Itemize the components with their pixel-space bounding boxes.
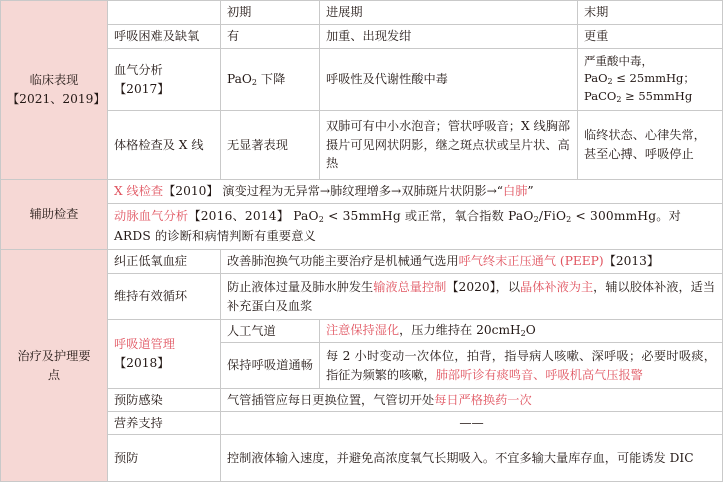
infection-content — [221, 389, 723, 412]
blood-gas-early-sub: 2 — [251, 77, 258, 87]
physical-exam-late: 临终状态、心律失常，甚至心搏、呼吸停止 — [578, 111, 723, 180]
aux-xray — [108, 180, 723, 204]
item-blood-gas-label: 血气分析 — [114, 62, 163, 77]
circulation-text-c: ，辅以胶体补液，适当补充蛋白及血浆 — [227, 279, 716, 313]
blood-gas-early — [221, 49, 320, 111]
dyspnea-late: 更重 — [578, 25, 723, 49]
aux-xray-text-a: 演变过程为无异常→肺纹理增多→双肺斑片状阴影→“ — [218, 184, 504, 199]
table-row — [1, 389, 723, 412]
infection-text: 气管插管应每日更换位置，气管切开处 — [227, 392, 435, 407]
airway-artificial-content — [320, 320, 723, 343]
airway-patency-text: 每 2 小时变动一次体位，拍背，指导病人咳嗽、深呼吸；必要时吸痰，指征为频繁的咳嗽， — [326, 348, 716, 382]
aux-abg — [108, 204, 723, 250]
table-row — [1, 111, 723, 180]
airway-patency-hl: 肺部听诊有痰鸣音、呼吸机高气压报警 — [435, 367, 643, 382]
section-treat-label-1: 治疗及护理要 — [17, 348, 91, 363]
item-nutrition: 营养支持 — [108, 412, 221, 435]
aux-xray-highlight: 白肺 — [503, 184, 528, 199]
table-row — [1, 412, 723, 435]
item-airway — [108, 320, 221, 389]
airway-patency-name: 保持呼吸道通畅 — [221, 343, 320, 389]
header-blank — [108, 1, 221, 25]
aux-abg-sub-3: 2 — [566, 215, 572, 225]
aux-xray-year: 【2010】 — [163, 184, 219, 199]
blood-gas-late — [578, 49, 723, 111]
aux-abg-label: 动脉血气分析 — [114, 209, 189, 224]
hypoxemia-highlight: 呼气终末正压通气 (PEEP) — [458, 254, 604, 269]
physical-exam-early: 无显著表现 — [221, 111, 320, 180]
item-airway-label: 呼吸道管理 — [114, 337, 175, 352]
aux-abg-sub-1: 2 — [318, 215, 325, 225]
blood-gas-progress: 呼吸性及代谢性酸中毒 — [320, 49, 578, 111]
header-row — [1, 1, 723, 25]
aux-abg-text-c: /FiO — [538, 209, 567, 224]
blood-gas-late-1: 严重酸中毒， — [584, 53, 653, 68]
item-infection: 预防感染 — [108, 389, 221, 412]
item-airway-year: 【2018】 — [114, 356, 170, 370]
item-circulation: 维持有效循环 — [108, 274, 221, 320]
table-row — [1, 49, 723, 111]
item-blood-gas — [108, 49, 221, 111]
aux-xray-label: X 线检查 — [114, 184, 164, 199]
circulation-hl-2: 晶体补液为主 — [520, 279, 594, 294]
table-row — [1, 435, 723, 482]
airway-patency-content — [320, 343, 723, 389]
header-late: 末期 — [578, 1, 723, 25]
airway-artificial-text-b: O — [525, 323, 536, 338]
table-row — [1, 25, 723, 49]
section-treat — [1, 250, 108, 482]
table-row — [1, 204, 723, 250]
circulation-content — [221, 274, 723, 320]
dyspnea-early: 有 — [221, 25, 320, 49]
nutrition-value: —— — [221, 412, 723, 435]
blood-gas-late-2b: ≤ 25mmHg； — [612, 71, 695, 86]
header-early: 初期 — [221, 1, 320, 25]
aux-abg-text-d: < 300mmHg。对 ARDS 的诊断和病情判断有重要意义 — [114, 209, 681, 243]
dyspnea-progress: 加重、出现发绀 — [320, 25, 578, 49]
item-blood-gas-year: 【2017】 — [114, 81, 170, 96]
item-physical-exam: 体格检查及 X 线 — [108, 111, 221, 180]
section-aux: 辅助检查 — [1, 180, 108, 250]
blood-gas-early-a: PaO — [227, 71, 252, 86]
blood-gas-late-2 — [584, 70, 716, 88]
item-prevention: 预防 — [108, 435, 221, 482]
aux-abg-text-b: < 35mmHg 或正常，氧合指数 PaO — [324, 209, 534, 224]
table-row — [1, 250, 723, 274]
item-hypoxemia: 纠正低氧血症 — [108, 250, 221, 274]
airway-artificial-hl: 注意保持湿化 — [326, 323, 400, 338]
section-clinical-label: 临床表现 — [29, 73, 79, 88]
hypoxemia-text-a: 改善肺泡换气功能主要治疗是机械通气选用 — [227, 254, 459, 269]
circulation-hl-1: 输液总量控制 — [373, 279, 447, 294]
hypoxemia-content — [221, 250, 723, 274]
blood-gas-late-2a: PaO — [584, 71, 608, 86]
table-row — [1, 320, 723, 343]
airway-artificial-sub: 2 — [520, 329, 526, 339]
circulation-text-b: 【2020】，以 — [446, 279, 521, 294]
airway-artificial-name: 人工气道 — [221, 320, 320, 343]
aux-abg-text-a: 【2016、2014】 PaO — [188, 209, 319, 224]
blood-gas-late-3sub: 2 — [616, 95, 622, 105]
circulation-text-a: 防止液体过量及肺水肿发生 — [227, 279, 374, 294]
infection-hl: 每日严格换药一次 — [434, 392, 532, 407]
aux-abg-sub-2: 2 — [533, 215, 539, 225]
blood-gas-late-3 — [584, 88, 716, 106]
blood-gas-early-b: 下降 — [257, 71, 286, 86]
airway-artificial-text: ，压力维持在 20cmH — [399, 323, 521, 338]
physical-exam-progress: 双肺可有中小水泡音；管状呼吸音；X 线胸部摄片可见网状阴影，继之斑点状或呈片状、高热 — [320, 111, 578, 180]
section-treat-label-2: 点 — [47, 367, 61, 382]
blood-gas-late-3b: ≥ 55mmHg — [621, 89, 693, 104]
prevention-content: 控制液体输入速度，并避免高浓度氧气长期吸入。不宜多输大量库存血，可能诱发 DIC — [221, 435, 723, 482]
section-clinical — [1, 1, 108, 180]
blood-gas-late-3a: PaCO — [584, 89, 617, 104]
item-dyspnea: 呼吸困难及缺氧 — [108, 25, 221, 49]
header-progress: 进展期 — [320, 1, 578, 25]
section-clinical-years: 【2021、2019】 — [7, 92, 106, 106]
aux-xray-text-b: ” — [527, 184, 534, 199]
blood-gas-late-2sub: 2 — [607, 77, 613, 87]
hypoxemia-text-b: 【2013】 — [603, 254, 660, 269]
table-row — [1, 274, 723, 320]
table-row — [1, 180, 723, 204]
